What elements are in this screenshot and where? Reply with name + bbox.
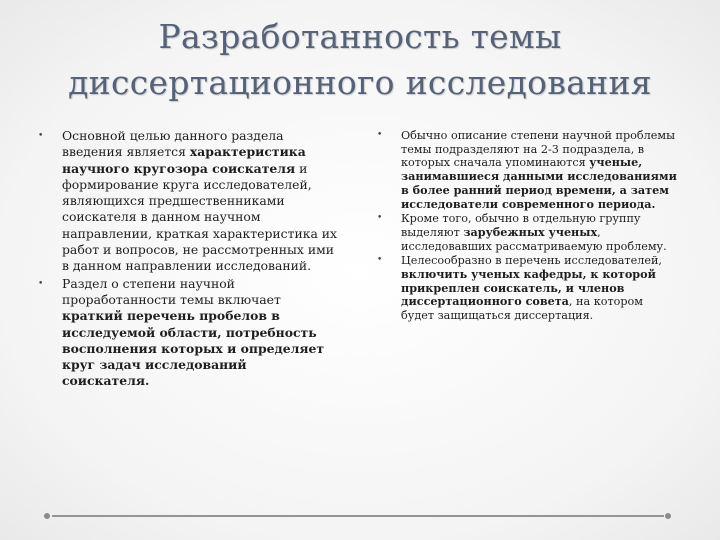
right-item-1-text-b: ученые, занимавшиеся данными исследованиями в более ранний период времени, а затем исследователи современного периода. bbox=[401, 155, 677, 211]
right-item-2-text-c: , исследовавших рассматриваемую проблему. bbox=[401, 225, 667, 253]
left-column-bullets bbox=[38, 128, 338, 391]
bullet-marker: • bbox=[377, 213, 383, 224]
right-bullet-item-1 bbox=[377, 129, 677, 211]
right-item-3-text-a: Целесообразно в перечень исследователей, bbox=[401, 254, 662, 268]
left-item-1-text-b: характеристика научного кругозора соискателя bbox=[62, 144, 306, 176]
title-line-1: Разработанность темы bbox=[158, 17, 562, 56]
decorative-line bbox=[52, 515, 664, 517]
left-bullet-item-2 bbox=[38, 276, 338, 390]
title-line-2: диссертационного исследования bbox=[68, 63, 652, 102]
left-item-1-text-c: и формирование круга исследователей, являющихся предшественниками соискателя в данном научном направлении, краткая характеристика их работ и вопросов, не рассмотренных ими в данном направлении исследований. bbox=[62, 160, 338, 274]
right-item-3-text-c: , на котором будет защищаться диссертация. bbox=[401, 295, 643, 323]
right-item-3-text-b: включить ученых кафедры, к которой прикреплен соискатель, и членов диссертационного совета bbox=[401, 267, 656, 309]
right-item-2-text-a: Кроме того, обычно в отдельную группу выделяют bbox=[401, 212, 641, 239]
right-item-2-text-b: зарубежных ученых bbox=[463, 224, 598, 239]
decorative-dot-left bbox=[44, 513, 50, 519]
bullet-marker: • bbox=[377, 130, 383, 140]
left-item-2-text-b: краткий перечень пробелов в исследуемой области, потребность восполнения которых и определяет круг задач исследований соискателя. bbox=[62, 308, 325, 389]
right-item-1-text-a: Обычно описание степени научной проблемы темы подразделяют на 2-3 подраздела, в которых сначала упоминаются bbox=[401, 129, 675, 170]
right-bullet-item-2 bbox=[377, 212, 677, 253]
decorative-dot-right bbox=[665, 513, 671, 519]
bullet-marker: • bbox=[38, 278, 44, 289]
right-bullet-item-3 bbox=[377, 254, 677, 323]
left-item-2-text-a: Раздел о степени научной проработанности темы включает bbox=[62, 275, 281, 307]
left-bullet-item-1 bbox=[38, 128, 338, 275]
left-item-1-text-a: Основной целью данного раздела введения является bbox=[62, 128, 284, 160]
right-column-bullets bbox=[377, 129, 677, 324]
bullet-marker: • bbox=[38, 131, 44, 141]
slide-title bbox=[20, 14, 700, 106]
bullet-marker: • bbox=[377, 255, 383, 266]
